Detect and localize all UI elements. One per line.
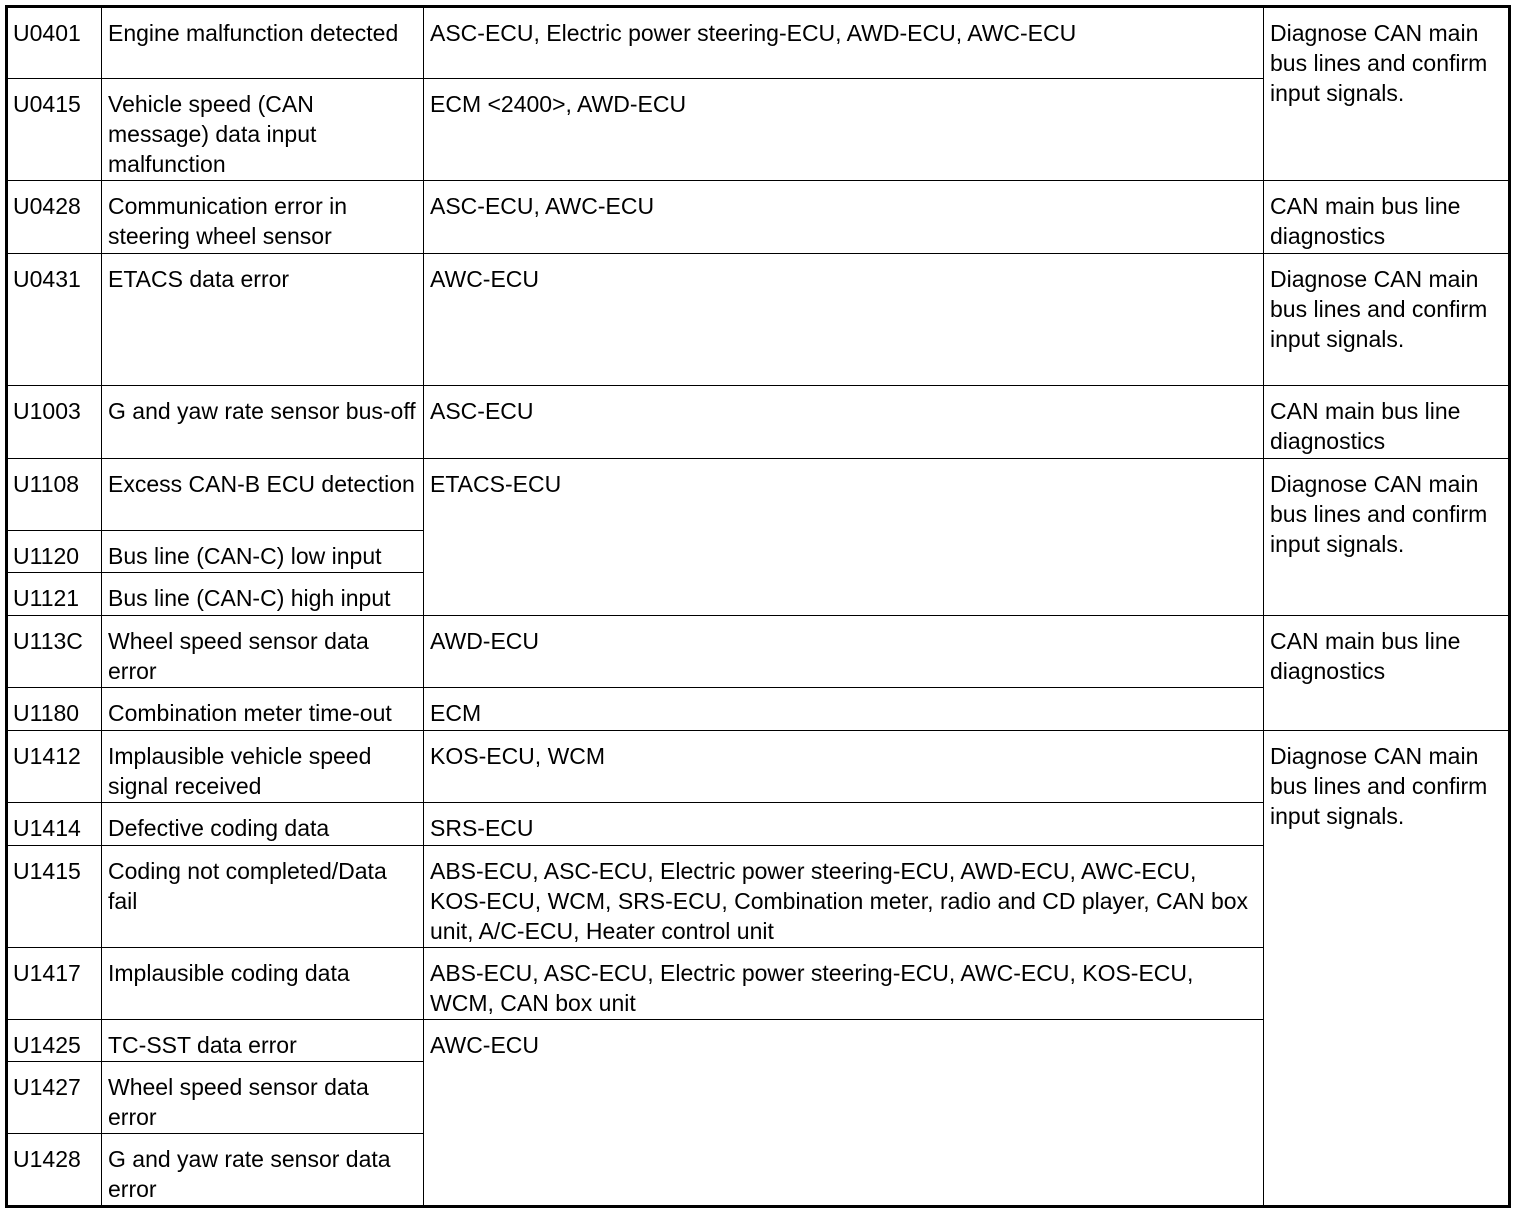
dtc-description: G and yaw rate sensor data error — [102, 1134, 424, 1207]
dtc-description: Combination meter time-out — [102, 688, 424, 731]
dtc-code: U1412 — [7, 731, 102, 803]
related-ecus: AWC-ECU — [424, 254, 1264, 386]
dtc-description: Implausible coding data — [102, 948, 424, 1020]
dtc-code: U0431 — [7, 254, 102, 386]
dtc-description: Coding not completed/Data fail — [102, 846, 424, 948]
dtc-code: U1428 — [7, 1134, 102, 1207]
dtc-code: U1180 — [7, 688, 102, 731]
dtc-code: U1417 — [7, 948, 102, 1020]
table-row — [7, 386, 1510, 459]
table-row — [7, 731, 1510, 803]
related-ecus: ASC-ECU, AWC-ECU — [424, 181, 1264, 254]
table-row — [7, 616, 1510, 688]
dtc-description: ETACS data error — [102, 254, 424, 386]
diagnostic-action: Diagnose CAN main bus lines and confirm input signals. — [1264, 459, 1510, 616]
dtc-code: U0401 — [7, 7, 102, 79]
dtc-description: Bus line (CAN-C) high input — [102, 573, 424, 616]
dtc-code: U1414 — [7, 803, 102, 846]
related-ecus: ASC-ECU — [424, 386, 1264, 459]
dtc-code: U1120 — [7, 531, 102, 573]
dtc-code: U1003 — [7, 386, 102, 459]
dtc-description: Bus line (CAN-C) low input — [102, 531, 424, 573]
dtc-code: U1415 — [7, 846, 102, 948]
dtc-description: Excess CAN-B ECU detection — [102, 459, 424, 531]
related-ecus: ABS-ECU, ASC-ECU, Electric power steering-ECU, AWD-ECU, AWC-ECU, KOS-ECU, WCM, SRS-ECU, Combination meter, radio and CD player, CAN box unit, A/C-ECU, Heater control unit — [424, 846, 1264, 948]
dtc-code: U1121 — [7, 573, 102, 616]
dtc-description: Defective coding data — [102, 803, 424, 846]
dtc-code: U113C — [7, 616, 102, 688]
dtc-code: U0428 — [7, 181, 102, 254]
dtc-description: Wheel speed sensor data error — [102, 1062, 424, 1134]
dtc-description: Wheel speed sensor data error — [102, 616, 424, 688]
dtc-code: U1108 — [7, 459, 102, 531]
related-ecus: SRS-ECU — [424, 803, 1264, 846]
related-ecus: AWC-ECU — [424, 1020, 1264, 1207]
related-ecus: ECM — [424, 688, 1264, 731]
dtc-description: G and yaw rate sensor bus-off — [102, 386, 424, 459]
related-ecus: AWD-ECU — [424, 616, 1264, 688]
table-row — [7, 459, 1510, 531]
diagnostic-action: Diagnose CAN main bus lines and confirm input signals. — [1264, 7, 1510, 181]
diagnostic-action: CAN main bus line diagnostics — [1264, 181, 1510, 254]
dtc-code: U0415 — [7, 79, 102, 181]
dtc-description: TC-SST data error — [102, 1020, 424, 1062]
related-ecus: ETACS-ECU — [424, 459, 1264, 616]
table-row — [7, 254, 1510, 386]
dtc-description: Implausible vehicle speed signal received — [102, 731, 424, 803]
related-ecus: KOS-ECU, WCM — [424, 731, 1264, 803]
diagnostic-action: Diagnose CAN main bus lines and confirm input signals. — [1264, 731, 1510, 1207]
dtc-code: U1427 — [7, 1062, 102, 1134]
diagnostic-action: Diagnose CAN main bus lines and confirm input signals. — [1264, 254, 1510, 386]
related-ecus: ASC-ECU, Electric power steering-ECU, AWD-ECU, AWC-ECU — [424, 7, 1264, 79]
dtc-description: Engine malfunction detected — [102, 7, 424, 79]
dtc-description: Communication error in steering wheel sensor — [102, 181, 424, 254]
diagnostic-code-table — [5, 5, 1511, 1208]
dtc-description: Vehicle speed (CAN message) data input malfunction — [102, 79, 424, 181]
diagnostic-action: CAN main bus line diagnostics — [1264, 386, 1510, 459]
diagnostic-action: CAN main bus line diagnostics — [1264, 616, 1510, 731]
table-row — [7, 7, 1510, 79]
related-ecus: ECM <2400>, AWD-ECU — [424, 79, 1264, 181]
related-ecus: ABS-ECU, ASC-ECU, Electric power steering-ECU, AWC-ECU, KOS-ECU, WCM, CAN box unit — [424, 948, 1264, 1020]
dtc-code: U1425 — [7, 1020, 102, 1062]
table-row — [7, 181, 1510, 254]
